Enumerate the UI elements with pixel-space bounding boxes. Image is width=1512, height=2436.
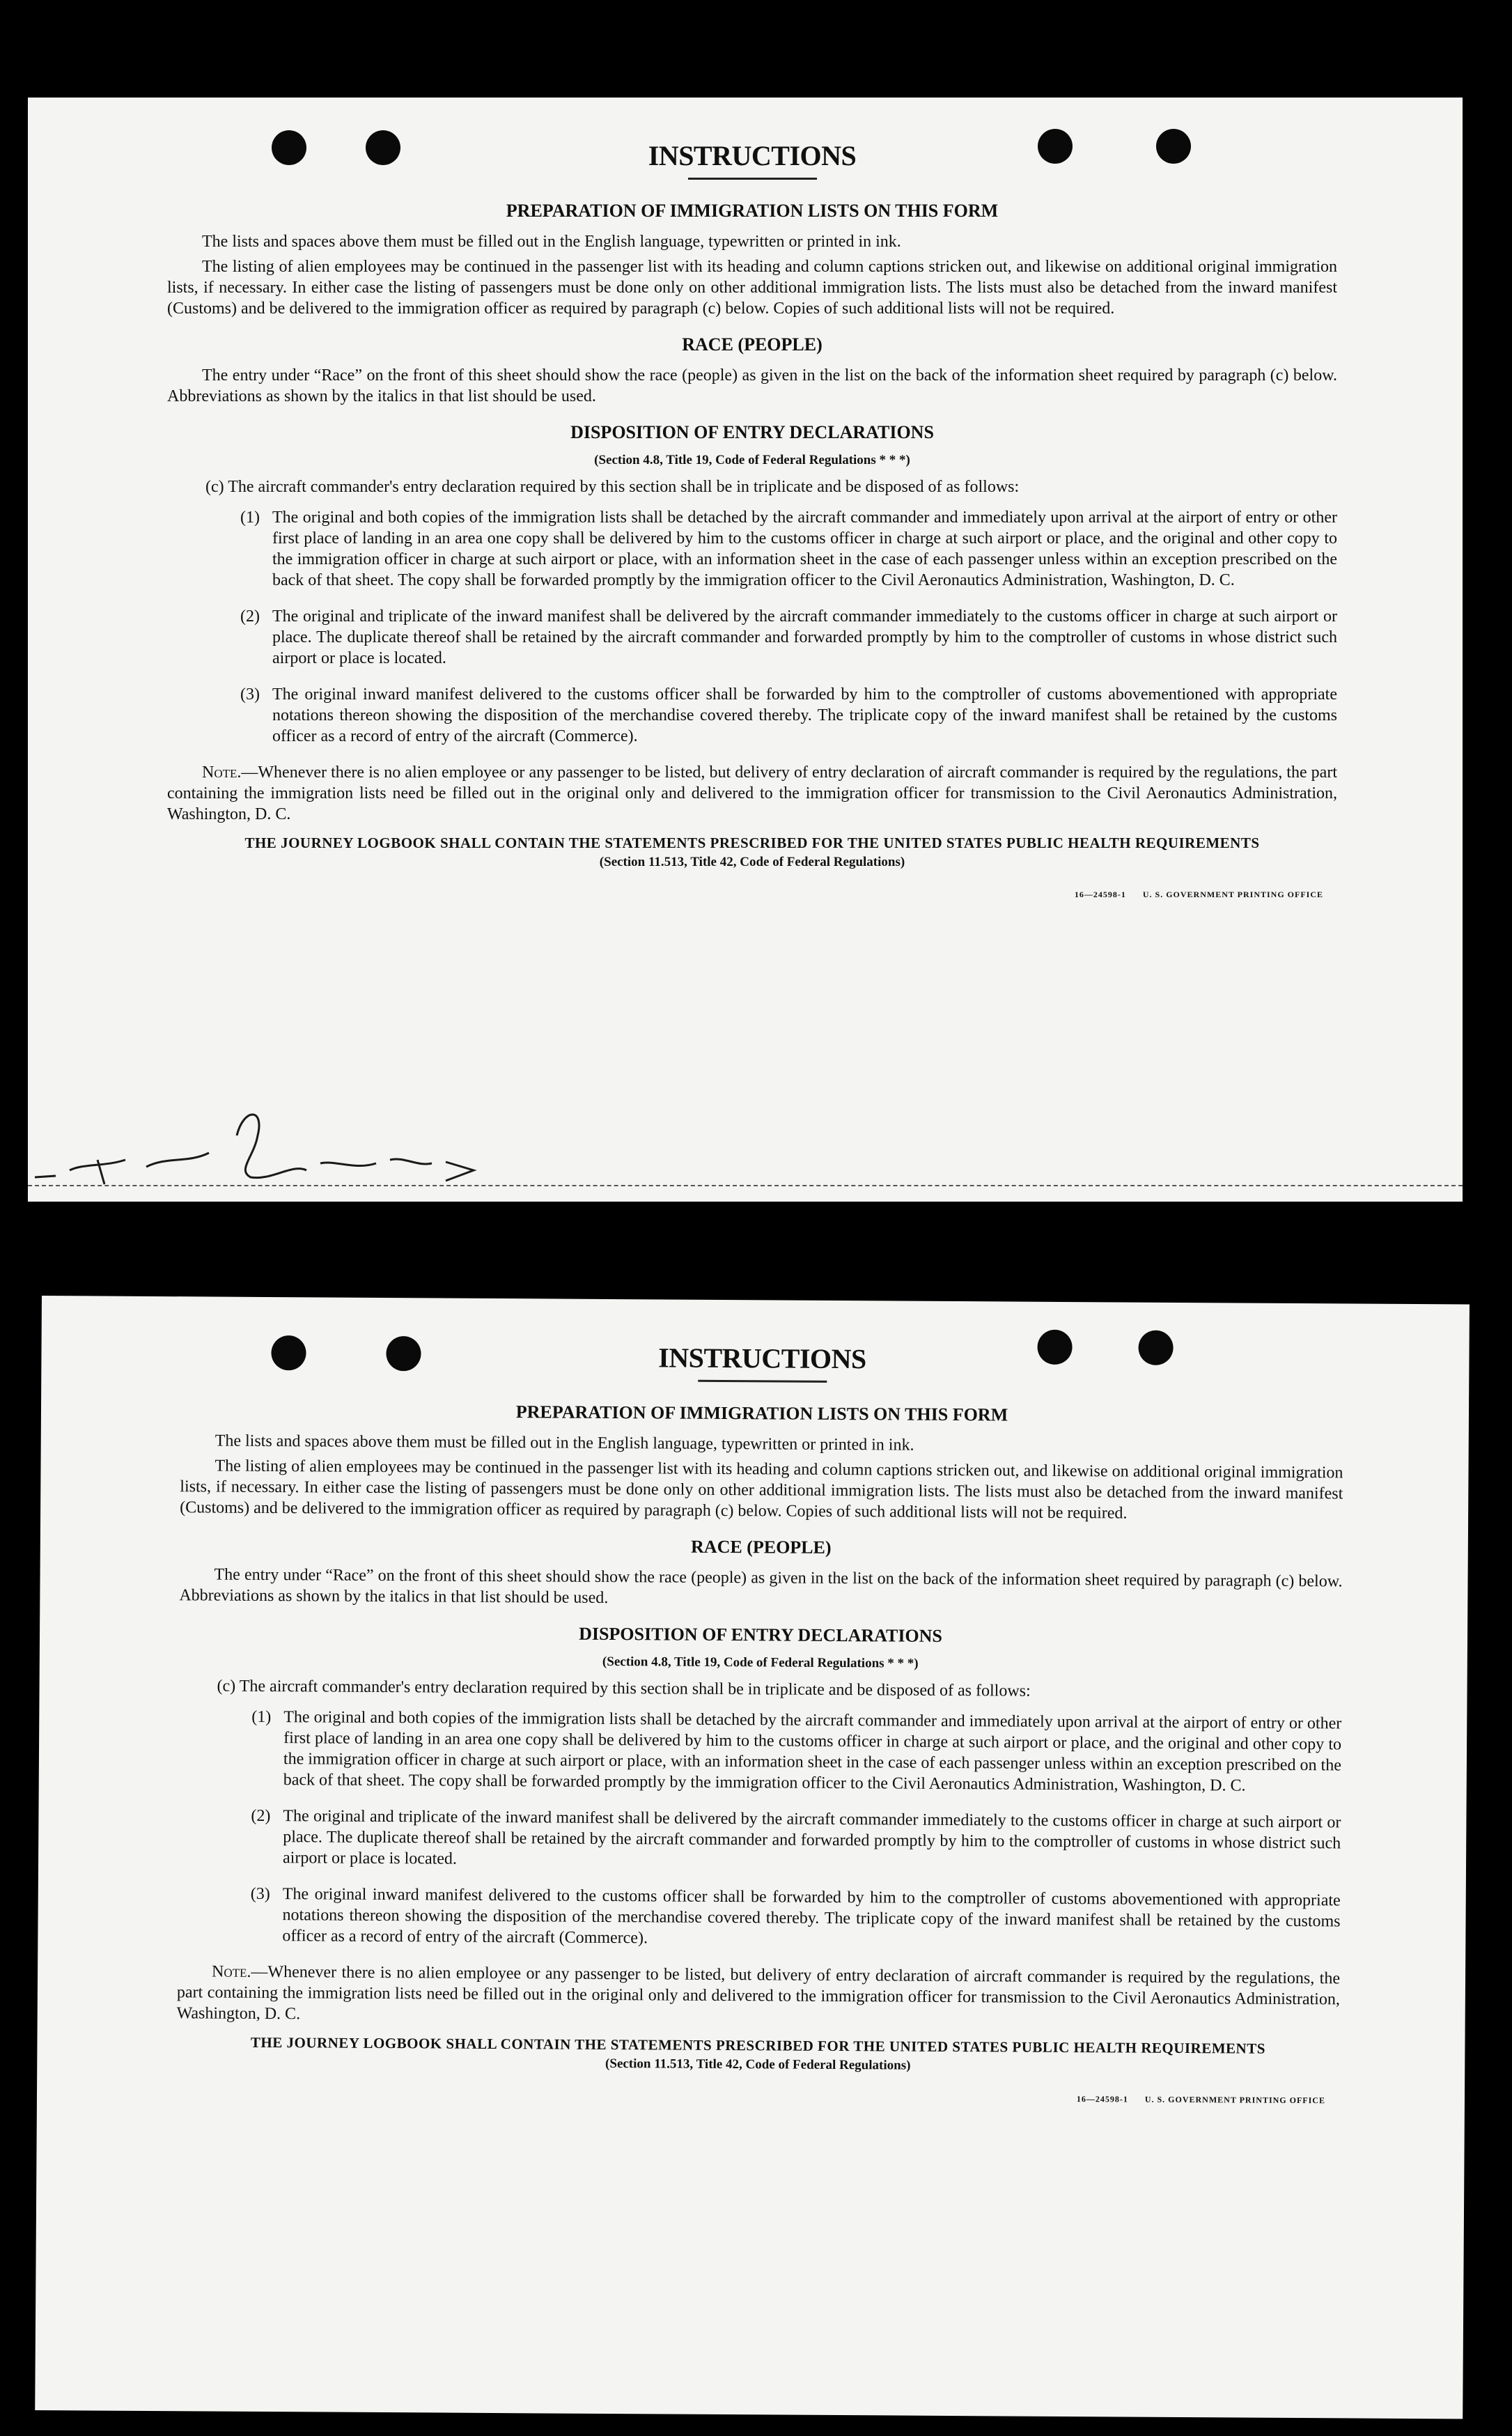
item-text: The original and both copies of the immigration lists shall be detached by the aircraft commander and immediately upon arrival at the airport of entry or other first place of landing in an area one copy shall be delivered by him to the customs officer in charge at such airport or place, and the original and other copy to the immigration officer in charge at such airport or place, with an information sheet in the case of each passenger unless within an exception prescribed on the back of that sheet. The copy shall be forwarded promptly by the immigration officer to the Civil Aeronautics Administration, Washington, D. C. <box>272 509 1337 589</box>
list-item <box>250 1884 1341 1953</box>
list-item <box>240 684 1337 747</box>
item-number: (2) <box>251 1806 271 1826</box>
note-text: —Whenever there is no alien employee or any passenger to be listed, but delivery of entry declaration of aircraft commander is required by the regulations, the part containing the immigration lists need be filled out in the original only and delivered to the immigration officer for transmission to the Civil Aeronautics Administration, Washington, D. C. <box>167 763 1337 823</box>
printer-name: U. S. GOVERNMENT PRINTING OFFICE <box>1142 890 1323 899</box>
journey-logbook-statement: THE JOURNEY LOGBOOK SHALL CONTAIN THE STATEMENTS PRESCRIBED FOR THE UNITED STATES PUBLIC HEALTH REQUIREMENTS <box>250 2033 1266 2057</box>
note-paragraph <box>167 762 1337 825</box>
list-item <box>251 1806 1341 1875</box>
section-heading-disposition: DISPOSITION OF ENTRY DECLARATIONS <box>570 422 934 442</box>
perforated-edge <box>28 1185 1463 1202</box>
instruction-sheet-top <box>28 98 1463 1202</box>
preparation-paragraph-1: The lists and spaces above them must be filled out in the English language, typewritten or printed in ink. <box>215 1432 914 1454</box>
list-item <box>251 1707 1342 1797</box>
race-paragraph: The entry under “Race” on the front of this sheet should show the race (people) as given in the list on the back of the information sheet required by paragraph (c) below. Abbreviations as shown by the italics in that list should be used. <box>179 1565 1343 1607</box>
printer-imprint <box>167 890 1323 900</box>
note-label: Note. <box>202 763 242 782</box>
list-item <box>240 606 1337 669</box>
note-label: Note. <box>211 1962 251 1981</box>
journey-logbook-citation: (Section 11.513, Title 42, Code of Federal Regulations) <box>605 2056 911 2073</box>
disposition-lead: (c) The aircraft commander's entry declaration required by this section shall be in triplicate and be disposed of as follows: <box>205 478 1020 496</box>
page-title: INSTRUCTIONS <box>648 140 857 171</box>
item-text: The original and both copies of the immigration lists shall be detached by the aircraft commander and immediately upon arrival at the airport of entry or other first place of landing in an area one copy shall be delivered by him to the customs officer in charge at such airport or place, and the original and other copy to the immigration officer in charge at such airport or place, with an information sheet in the case of each passenger unless within an exception prescribed on the back of that sheet. The copy shall be forwarded promptly by the immigration officer to the Civil Aeronautics Administration, Washington, D. C. <box>283 1708 1342 1795</box>
section-heading-race: RACE (PEOPLE) <box>690 1536 832 1558</box>
race-paragraph: The entry under “Race” on the front of this sheet should show the race (people) as given in the list on the back of the information sheet required by paragraph (c) below. Abbreviations as shown by the italics in that list should be used. <box>167 366 1337 405</box>
page-title: INSTRUCTIONS <box>658 1342 866 1375</box>
title-rule <box>698 1380 827 1383</box>
item-number: (3) <box>240 685 260 704</box>
title-rule <box>688 178 817 180</box>
item-text: The original inward manifest delivered to the customs officer shall be forwarded by him to the comptroller of customs abovementioned with appropriate notations thereon showing the disposition of the merchandise covered thereby. The triplicate copy of the inward manifest shall be retained by the customs officer as a record of entry of the aircraft (Commerce). <box>282 1885 1341 1948</box>
section-heading-preparation: PREPARATION OF IMMIGRATION LISTS ON THIS FORM <box>506 201 999 221</box>
printer-name: U. S. GOVERNMENT PRINTING OFFICE <box>1144 2094 1326 2106</box>
form-code: 16—24598-1 <box>1076 2094 1128 2104</box>
item-number: (1) <box>251 1707 272 1727</box>
journey-logbook-citation: (Section 11.513, Title 42, Code of Federal Regulations) <box>599 855 905 869</box>
section-heading-preparation: PREPARATION OF IMMIGRATION LISTS ON THIS FORM <box>515 1402 1008 1425</box>
section-heading-disposition: DISPOSITION OF ENTRY DECLARATIONS <box>579 1623 943 1646</box>
journey-logbook-statement: THE JOURNEY LOGBOOK SHALL CONTAIN THE STATEMENTS PRESCRIBED FOR THE UNITED STATES PUBLIC HEALTH REQUIREMENTS <box>244 835 1260 851</box>
printer-imprint <box>176 2088 1325 2106</box>
preparation-paragraph-2: The listing of alien employees may be continued in the passenger list with its heading and column captions stricken out, and likewise on additional original immigration lists, if necessary. In either case the listing of passengers must be done only on other additional immigration lists. The lists must also be detached from the inward manifest (Customs) and be delivered to the immigration officer as required by paragraph (c) below. Copies of such additional lists will not be required. <box>180 1457 1343 1523</box>
disposition-citation: (Section 4.8, Title 19, Code of Federal Regulations * * *) <box>602 1654 919 1671</box>
form-code: 16—24598-1 <box>1074 890 1126 899</box>
instructions-content <box>176 1338 1344 2106</box>
instructions-content <box>167 139 1337 900</box>
note-text: —Whenever there is no alien employee or any passenger to be listed, but delivery of entry declaration of aircraft commander is required by the regulations, the part containing the immigration lists need be filled out in the original only and delivered to the immigration officer for transmission to the Civil Aeronautics Administration, Washington, D. C. <box>176 1962 1341 2024</box>
note-paragraph <box>177 1961 1341 2031</box>
item-number: (1) <box>240 509 260 527</box>
preparation-paragraph-1: The lists and spaces above them must be filled out in the English language, typewritten or printed in ink. <box>202 233 901 251</box>
list-item <box>240 507 1337 591</box>
item-number: (2) <box>240 607 260 626</box>
disposition-lead: (c) The aircraft commander's entry declaration required by this section shall be in triplicate and be disposed of as follows: <box>217 1677 1031 1700</box>
item-number: (3) <box>250 1884 270 1904</box>
section-heading-race: RACE (PEOPLE) <box>682 334 823 355</box>
item-text: The original and triplicate of the inward manifest shall be delivered by the aircraft commander immediately to the customs officer in charge at such airport or place. The duplicate thereof shall be retained by the aircraft commander and forwarded promptly by him to the comptroller of customs in whose district such airport or place is located. <box>282 1807 1341 1868</box>
preparation-paragraph-2: The listing of alien employees may be continued in the passenger list with its heading and column captions stricken out, and likewise on additional original immigration lists, if necessary. In either case the listing of passengers must be done only on other additional immigration lists. The lists must also be detached from the inward manifest (Customs) and be delivered to the immigration officer as required by paragraph (c) below. Copies of such additional lists will not be required. <box>167 258 1337 318</box>
item-text: The original and triplicate of the inward manifest shall be delivered by the aircraft commander immediately to the customs officer in charge at such airport or place. The duplicate thereof shall be retained by the aircraft commander and forwarded promptly by him to the comptroller of customs in whose district such airport or place is located. <box>272 607 1337 667</box>
disposition-citation: (Section 4.8, Title 19, Code of Federal Regulations * * *) <box>594 453 910 467</box>
item-text: The original inward manifest delivered to the customs officer shall be forwarded by him to the comptroller of customs abovementioned with appropriate notations thereon showing the disposition of the merchandise covered thereby. The triplicate copy of the inward manifest shall be retained by the customs officer as a record of entry of the aircraft (Commerce). <box>272 685 1337 745</box>
instruction-sheet-bottom <box>35 1296 1470 2419</box>
